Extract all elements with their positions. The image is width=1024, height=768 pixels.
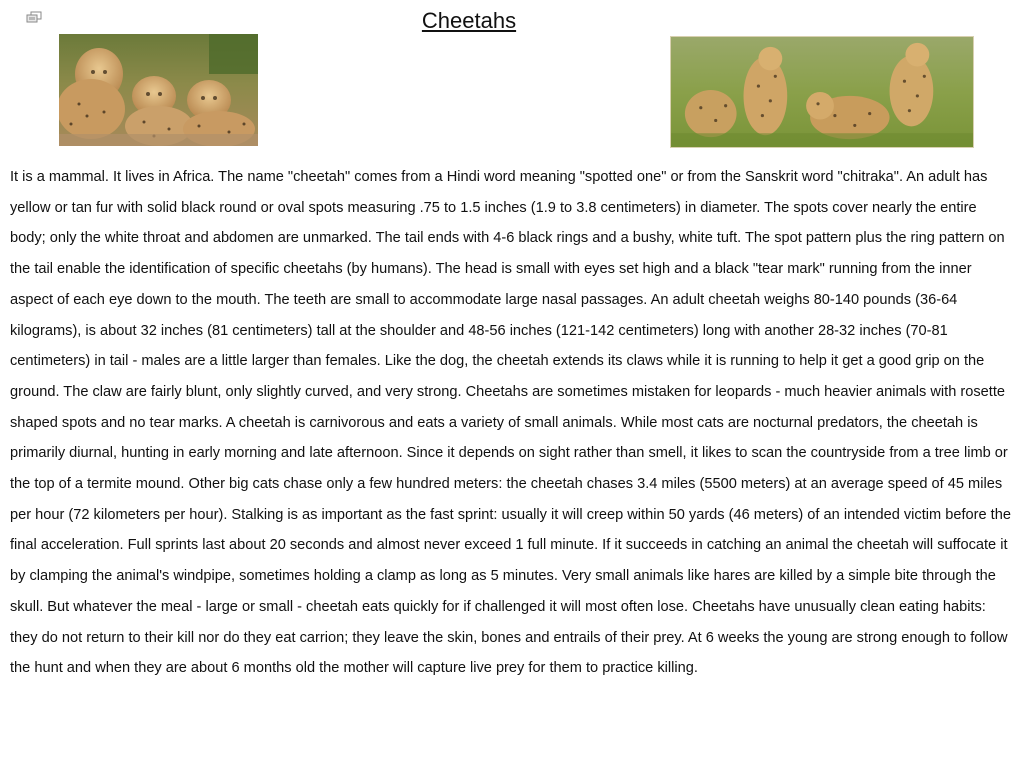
page-title: Cheetahs bbox=[421, 8, 517, 33]
cheetah-cubs-photo bbox=[59, 34, 258, 146]
body-text: It is a mammal. It lives in Africa. The name "cheetah" comes from a Hindi word meaning "spotted one" or from the Sanskrit word "chitraka". An adult has yellow or tan fur with solid black round or oval spots measuring .75 to 1.5 inches (1.9 to 3.8 centimeters) in diameter. The spots cover nearly the entire body; only the white throat and abdomen are unmarked. The tail ends with 4-6 black rings and a bushy, white tuft. The spot pattern plus the ring pattern on the tail enable the identification of specific cheetahs (by humans). The head is small with eyes set high and a black "tear mark" running from the inner aspect of each eye down to the mouth. The teeth are small to accommodate large nasal passages. An adult cheetah weighs 80-140 pounds (36-64 kilograms), is about 32 inches (81 centimeters) tall at the shoulder and 48-56 inches (121-142 centimeters) long with another 28-32 inches (70-81 centimeters) in tail - males are a little larger than females. Like the dog, the cheetah extends its claws while it is running to help it get a good grip on the ground. The claw are fairly blunt, only slightly curved, and very strong. Cheetahs are sometimes mistaken for leopards - much heavier animals with rosette shaped spots and no tear marks. A cheetah is carnivorous and eats a variety of small animals. While most cats are nocturnal predators, the cheetah is primarily diurnal, hunting in early morning and late afternoon. Since it depends on sight rather than smell, it likes to scan the countryside from a tree limb or the top of a termite mound. Other big cats chase only a few hundred meters: the cheetah chases 3.4 miles (5500 meters) at an average speed of 45 miles per hour (72 kilometers per hour). Stalking is as important as the fast sprint: usually it will creep within 50 yards (46 meters) of an intended victim before the final acceleration. Full sprints last about 20 seconds and almost never exceed 1 full minute. If it succeeds in catching an animal the cheetah will suffocate it by clamping the animal's windpipe, sometimes holding a clamp as long as 5 minutes. Very small animals like hares are killed by a simple bite through the skull. But whatever the meal - large or small - cheetah eats quickly for if challenged it will most often lose. Cheetahs have unusually clean eating habits: they do not return to their kill nor do they eat carrion; they leave the skin, bones and entrails of their prey. At 6 weeks the young are strong enough to follow the hunt and when they are about 6 months old the mother will capture live prey for them to practice killing. bbox=[10, 169, 1011, 677]
cheetah-group-photo bbox=[670, 36, 974, 148]
